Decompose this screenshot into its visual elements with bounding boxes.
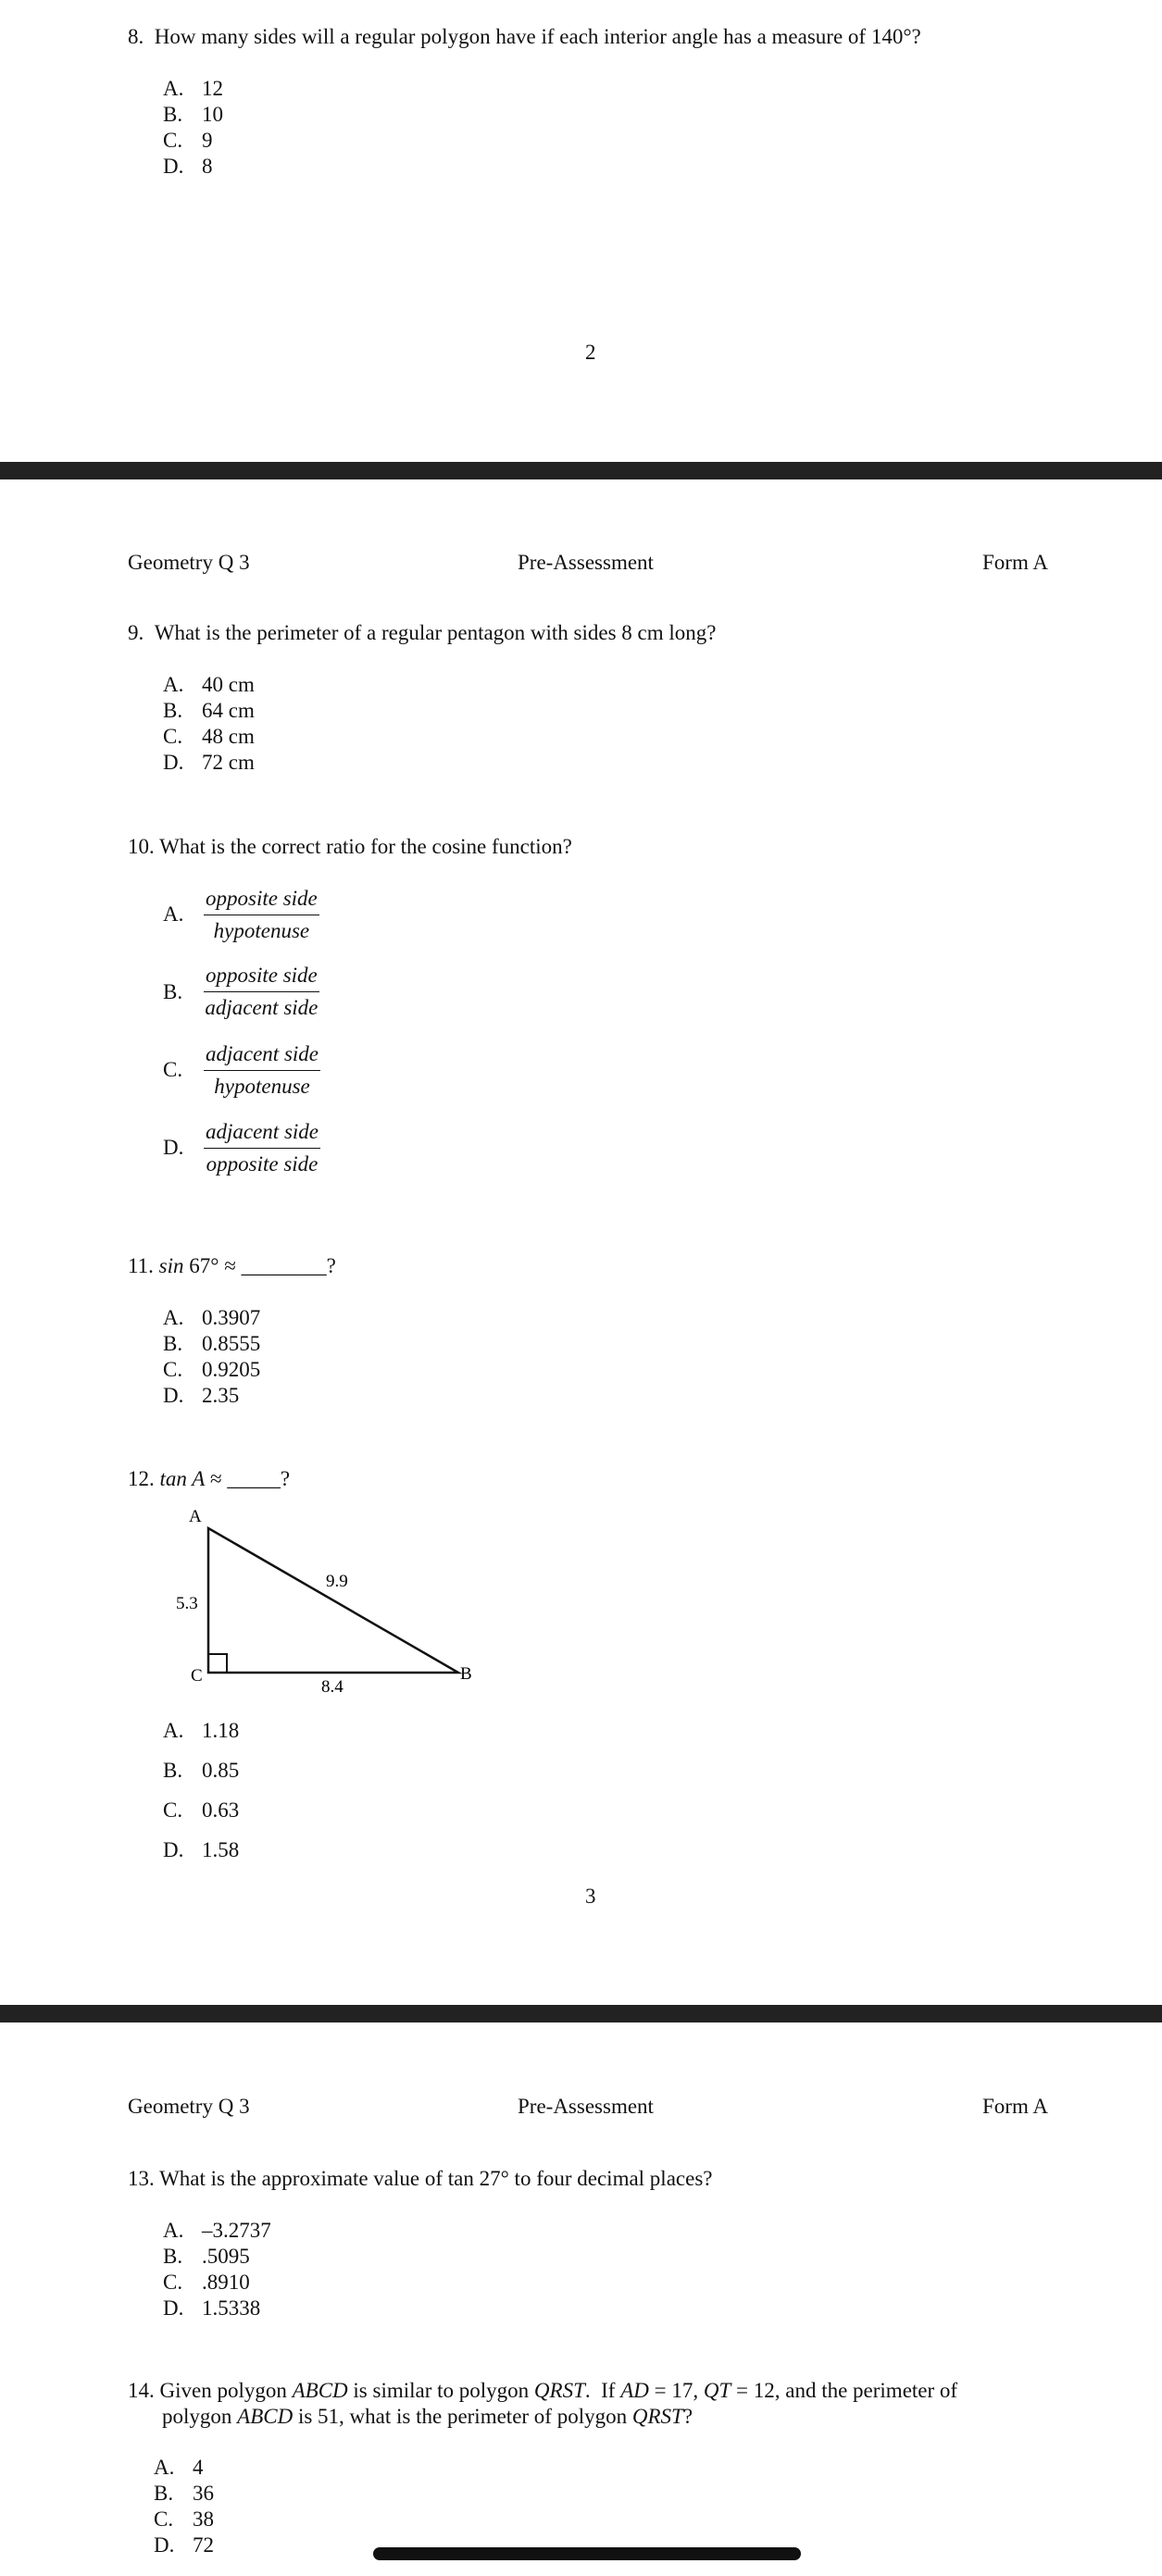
text: = 17, bbox=[648, 2379, 704, 2402]
question-text: 67° ≈ ________? bbox=[183, 1254, 336, 1277]
option-letter: B. bbox=[163, 2245, 183, 2268]
text: . If bbox=[584, 2379, 621, 2402]
vertex-label-c: C bbox=[191, 1666, 203, 1686]
option-letter: C. bbox=[163, 725, 183, 748]
option-text: 2.35 bbox=[202, 1384, 240, 1407]
fraction-numerator: adjacent side bbox=[204, 1042, 320, 1071]
option-b bbox=[154, 2481, 214, 2507]
option-b bbox=[163, 2244, 271, 2270]
question-text: ≈ _____? bbox=[205, 1467, 291, 1490]
question-12-options bbox=[163, 1718, 239, 1863]
text: is 51, what is the perimeter of polygon bbox=[293, 2405, 632, 2428]
option-letter: C. bbox=[163, 129, 183, 152]
fraction-denominator: hypotenuse bbox=[214, 1075, 310, 1098]
option-c-letter: C. bbox=[163, 1058, 183, 1081]
question-14-stem-line2 bbox=[162, 2404, 693, 2430]
segment-name: AD bbox=[620, 2379, 649, 2402]
fraction-numerator: opposite side bbox=[204, 964, 319, 992]
option-c bbox=[163, 2270, 271, 2296]
page-number: 3 bbox=[585, 1885, 596, 1908]
question-8-stem: 8. How many sides will a regular polygon have if each interior angle has a measure of 140°? bbox=[128, 25, 921, 48]
option-letter: D. bbox=[163, 1384, 184, 1407]
option-text: 0.85 bbox=[202, 1759, 240, 1782]
option-text: 1.5338 bbox=[202, 2296, 261, 2320]
polygon-name: ABCD bbox=[237, 2405, 294, 2428]
option-c bbox=[163, 128, 223, 154]
option-letter: C. bbox=[154, 2508, 174, 2531]
right-triangle-figure bbox=[167, 1501, 481, 1705]
question-8-options bbox=[163, 76, 223, 180]
fraction-denominator: adjacent side bbox=[205, 996, 319, 1019]
option-a-fraction bbox=[204, 887, 319, 943]
option-letter: D. bbox=[163, 1838, 184, 1861]
option-c bbox=[163, 1357, 260, 1383]
option-letter: A. bbox=[163, 2219, 184, 2242]
option-text: 48 cm bbox=[202, 725, 255, 748]
option-c bbox=[163, 1798, 239, 1823]
option-text: 8 bbox=[202, 155, 213, 178]
polygon-name: ABCD bbox=[292, 2379, 348, 2402]
option-letter: B. bbox=[163, 103, 183, 126]
page-divider bbox=[0, 2005, 1162, 2022]
option-letter: A. bbox=[163, 77, 184, 100]
option-text: 12 bbox=[202, 77, 223, 100]
fraction-denominator: opposite side bbox=[206, 1152, 319, 1176]
vertex-label-b: B bbox=[460, 1664, 472, 1684]
question-9-options bbox=[163, 672, 255, 776]
option-a bbox=[154, 2455, 214, 2481]
side-label-ac: 5.3 bbox=[176, 1594, 198, 1613]
question-11-options bbox=[163, 1305, 260, 1409]
option-a-letter: A. bbox=[163, 902, 184, 926]
question-number: 11. bbox=[128, 1254, 154, 1277]
text: polygon bbox=[162, 2405, 238, 2428]
option-text: 1.58 bbox=[202, 1838, 240, 1861]
option-letter: B. bbox=[163, 1759, 183, 1782]
option-b bbox=[163, 698, 255, 724]
option-d bbox=[163, 1837, 239, 1863]
option-a bbox=[163, 2218, 271, 2244]
header-title: Pre-Assessment bbox=[518, 551, 654, 574]
option-text: 38 bbox=[193, 2508, 214, 2531]
polygon-name: QRST bbox=[533, 2379, 585, 2402]
question-14-options bbox=[154, 2455, 214, 2558]
header-form: Form A bbox=[982, 2095, 1048, 2118]
option-b bbox=[163, 1331, 260, 1357]
option-d bbox=[163, 750, 255, 776]
option-b bbox=[163, 102, 223, 128]
fraction-numerator: opposite side bbox=[204, 887, 319, 915]
option-text: .5095 bbox=[202, 2245, 250, 2268]
question-14-stem-line1 bbox=[128, 2378, 957, 2404]
option-text: 10 bbox=[202, 103, 223, 126]
vertex-label-a: A bbox=[189, 1507, 202, 1526]
option-d bbox=[154, 2532, 214, 2558]
option-letter: C. bbox=[163, 1358, 183, 1381]
option-text: 9 bbox=[202, 129, 213, 152]
side-label-cb: 8.4 bbox=[321, 1677, 344, 1697]
question-number: 12. bbox=[128, 1467, 155, 1490]
home-indicator-bar[interactable] bbox=[373, 2547, 801, 2560]
question-9-stem: 9. What is the perimeter of a regular pentagon with sides 8 cm long? bbox=[128, 621, 717, 644]
option-a bbox=[163, 672, 255, 698]
option-a bbox=[163, 76, 223, 102]
option-d bbox=[163, 154, 223, 180]
option-text: 0.9205 bbox=[202, 1358, 261, 1381]
option-text: 64 cm bbox=[202, 699, 255, 722]
option-text: –3.2737 bbox=[202, 2219, 271, 2242]
question-13-options bbox=[163, 2218, 271, 2321]
math-expression: tan A bbox=[159, 1467, 206, 1490]
option-b-letter: B. bbox=[163, 980, 183, 1003]
header-form: Form A bbox=[982, 551, 1048, 574]
polygon-name: QRST bbox=[631, 2405, 683, 2428]
option-text: 0.63 bbox=[202, 1798, 240, 1822]
side-label-ab: 9.9 bbox=[326, 1572, 348, 1591]
text: = 12, and the perimeter of bbox=[731, 2379, 958, 2402]
option-text: 0.3907 bbox=[202, 1306, 261, 1329]
option-d bbox=[163, 2296, 271, 2321]
option-c-fraction bbox=[204, 1042, 320, 1099]
text: ? bbox=[682, 2405, 693, 2428]
page-number: 2 bbox=[585, 341, 596, 364]
option-letter: A. bbox=[163, 673, 184, 696]
question-11-stem bbox=[128, 1253, 336, 1279]
option-d-fraction bbox=[204, 1120, 320, 1176]
option-a bbox=[163, 1718, 239, 1744]
option-b-fraction bbox=[204, 964, 319, 1020]
math-expression: sin bbox=[158, 1254, 184, 1277]
option-letter: A. bbox=[163, 1719, 184, 1742]
option-letter: A. bbox=[154, 2456, 175, 2479]
option-a bbox=[163, 1305, 260, 1331]
fraction-denominator: hypotenuse bbox=[213, 919, 310, 942]
option-text: .8910 bbox=[202, 2271, 250, 2294]
option-d-letter: D. bbox=[163, 1136, 184, 1159]
page-divider bbox=[0, 462, 1162, 479]
option-letter: A. bbox=[163, 1306, 184, 1329]
option-letter: C. bbox=[163, 2271, 183, 2294]
triangle-shape bbox=[208, 1528, 458, 1673]
option-text: 4 bbox=[193, 2456, 204, 2479]
option-text: 0.8555 bbox=[202, 1332, 261, 1355]
option-letter: D. bbox=[163, 2296, 184, 2320]
right-angle-marker bbox=[208, 1654, 227, 1673]
option-letter: C. bbox=[163, 1798, 183, 1822]
option-b bbox=[163, 1758, 239, 1784]
option-letter: D. bbox=[163, 155, 184, 178]
option-letter: B. bbox=[163, 1332, 183, 1355]
text: 14. Given polygon bbox=[128, 2379, 293, 2402]
option-text: 72 cm bbox=[202, 751, 255, 774]
option-letter: B. bbox=[154, 2482, 174, 2505]
option-d bbox=[163, 1383, 260, 1409]
question-12-stem bbox=[128, 1466, 290, 1492]
option-text: 36 bbox=[193, 2482, 214, 2505]
header-title: Pre-Assessment bbox=[518, 2095, 654, 2118]
option-letter: D. bbox=[154, 2533, 175, 2557]
question-10-stem: 10. What is the correct ratio for the cosine function? bbox=[128, 835, 572, 858]
text: is similar to polygon bbox=[347, 2379, 534, 2402]
option-text: 72 bbox=[193, 2533, 214, 2557]
header-course: Geometry Q 3 bbox=[128, 551, 250, 574]
option-text: 40 cm bbox=[202, 673, 255, 696]
option-letter: D. bbox=[163, 751, 184, 774]
option-text: 1.18 bbox=[202, 1719, 240, 1742]
header-course: Geometry Q 3 bbox=[128, 2095, 250, 2118]
option-c bbox=[163, 724, 255, 750]
question-13-stem: 13. What is the approximate value of tan 27° to four decimal places? bbox=[128, 2167, 713, 2190]
fraction-numerator: adjacent side bbox=[204, 1120, 320, 1149]
segment-name: QT bbox=[703, 2379, 731, 2402]
option-c bbox=[154, 2507, 214, 2532]
option-letter: B. bbox=[163, 699, 183, 722]
